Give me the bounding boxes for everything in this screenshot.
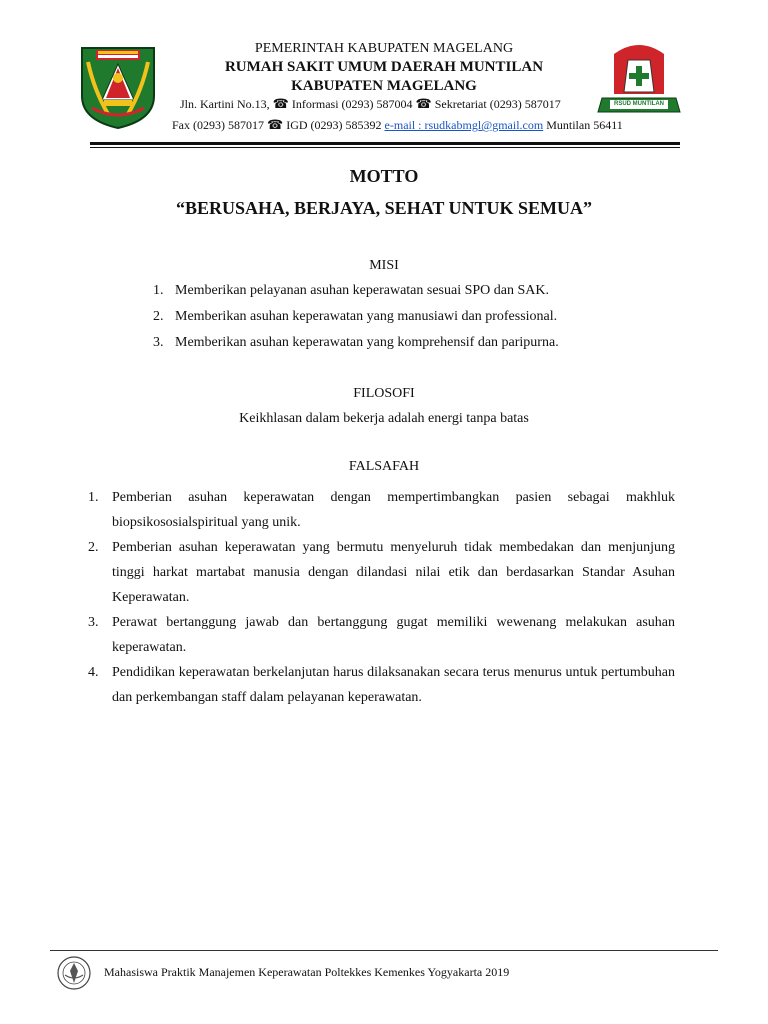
filosofi-text: Keikhlasan dalam bekerja adalah energi tanpa batas xyxy=(239,411,529,426)
motto-text: “BERUSAHA, BERJAYA, SEHAT UNTUK SEMUA” xyxy=(175,198,593,218)
falsafah-item: 2. Pemberian asuhan keperawatan yang bermutu menyeluruh tidak membedakan dan menjunjung tinggi harkat martabat manusia dengan dilandasi nilai etik dan berdasarkan Standar Asuhan Keperawatan. xyxy=(88,535,675,610)
falsafah-item-text: Pendidikan keperawatan berkelanjutan harus dilaksanakan secara terus menurus untuk pertumbuhan dan perkembangan staff dalam pelayanan keperawatan. xyxy=(112,665,675,705)
letterhead-contact-line xyxy=(172,117,632,133)
email-label[interactable]: e-mail : xyxy=(384,118,425,132)
phone-icon: ☎ xyxy=(415,96,432,111)
rsud-logo-label: RSUD MUNTILAN xyxy=(614,101,664,107)
misi-heading: MISI xyxy=(369,258,399,273)
letterhead-government: PEMERINTAH KABUPATEN MAGELANG xyxy=(254,41,514,56)
falsafah-item: 4. Pendidikan keperawatan berkelanjutan harus dilaksanakan secara terus menurus untuk pertumbuhan dan perkembangan staff dalam pelayanan keperawatan. xyxy=(88,660,675,710)
phone-icon: ☎ xyxy=(267,117,284,132)
footer-divider xyxy=(50,950,718,951)
motto-heading: MOTTO xyxy=(349,166,419,186)
falsafah-item-text: Pemberian asuhan keperawatan yang bermutu menyeluruh tidak membedakan dan menjunjung tinggi harkat martabat manusia dengan dilandasi nilai etik dan berdasarkan Standar Asuhan Keperawatan. xyxy=(112,540,675,605)
falsafah-list xyxy=(88,485,675,710)
misi-item: 1. Memberikan pelayanan asuhan keperawatan sesuai SPO dan SAK. xyxy=(153,283,623,309)
letterhead-address-line xyxy=(180,96,600,112)
falsafah-item: 1. Pemberian asuhan keperawatan dengan mempertimbangkan pasien sebagai makhluk biopsikososialspiritual yang unik. xyxy=(88,485,675,535)
poltekkes-logo xyxy=(56,955,92,991)
footer-text: Mahasiswa Praktik Manajemen Keperawatan Poltekkes Kemenkes Yogyakarta 2019 xyxy=(104,965,510,979)
phone-icon: ☎ xyxy=(272,96,289,111)
misi-item: 3. Memberikan asuhan keperawatan yang komprehensif dan paripurna. xyxy=(153,335,623,361)
falsafah-heading: FALSAFAH xyxy=(348,459,420,474)
misi-item-text: Memberikan asuhan keperawatan yang komprehensif dan paripurna. xyxy=(175,335,559,350)
letterhead-hospital-name: RUMAH SAKIT UMUM DAERAH MUNTILAN xyxy=(224,59,544,75)
filosofi-heading: FILOSOFI xyxy=(353,386,415,401)
falsafah-item-text: Pemberian asuhan keperawatan dengan mempertimbangkan pasien sebagai makhluk biopsikososialspiritual yang unik. xyxy=(112,490,675,530)
igd-phone: IGD (0293) 585392 xyxy=(283,118,382,132)
misi-item-text: Memberikan pelayanan asuhan keperawatan sesuai SPO dan SAK. xyxy=(175,283,550,298)
letterhead-divider-thick xyxy=(90,142,680,145)
address-info-phone: Informasi (0293) 587004 xyxy=(288,97,413,111)
email-link[interactable]: rsudkabmgl@gmail.com xyxy=(424,118,544,132)
letterhead-regency: KABUPATEN MAGELANG xyxy=(291,78,477,94)
letterhead-divider-thin xyxy=(90,147,680,148)
fax-number: Fax (0293) 587017 xyxy=(172,118,264,132)
misi-item: 2. Memberikan asuhan keperawatan yang manusiawi dan professional. xyxy=(153,309,623,335)
postal-city: Muntilan 56411 xyxy=(543,118,623,132)
misi-list xyxy=(153,283,623,361)
misi-item-text: Memberikan asuhan keperawatan yang manusiawi dan professional. xyxy=(175,309,558,324)
address-secretariat-phone: Sekretariat (0293) 587017 xyxy=(431,97,561,111)
falsafah-item: 3. Perawat bertanggung jawab dan bertanggung gugat memiliki wewenang melakukan asuhan keperawatan. xyxy=(88,610,675,660)
address-street: Jln. Kartini No.13, xyxy=(180,97,270,111)
falsafah-item-text: Perawat bertanggung jawab dan bertanggung gugat memiliki wewenang melakukan asuhan keperawatan. xyxy=(112,615,675,655)
